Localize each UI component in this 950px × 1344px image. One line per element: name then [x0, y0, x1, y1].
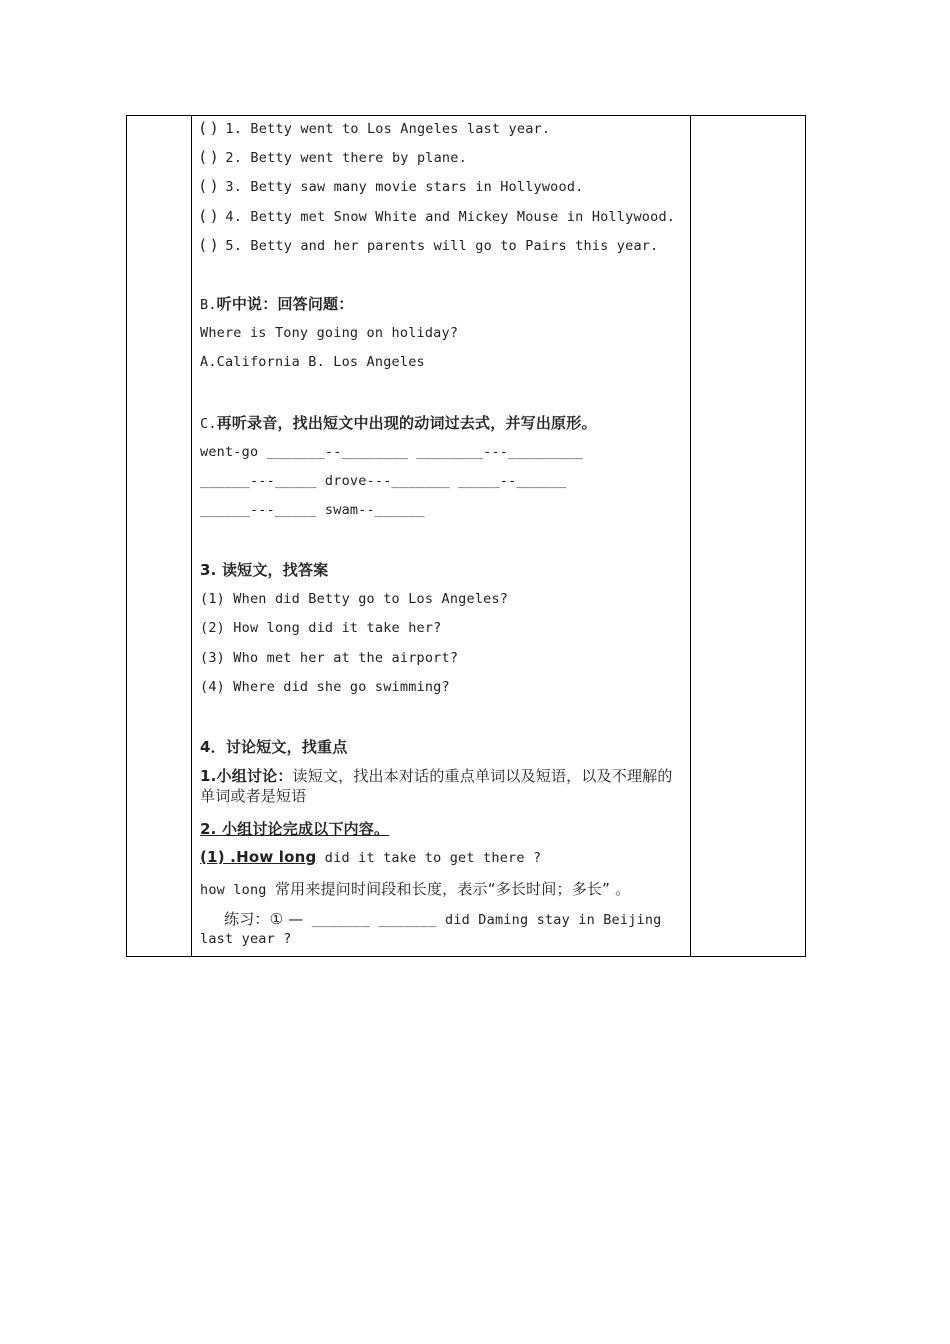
- section-b-options: A.California B. Los Angeles: [200, 354, 425, 370]
- tf-item-1: [200, 119, 550, 137]
- verb-row-1[interactable]: went-go _______--________ ________---_________: [200, 444, 584, 460]
- section-c-prefix: C.: [200, 416, 217, 432]
- reading-question-4: (4) Where did she go swimming?: [200, 679, 450, 695]
- answer-paren[interactable]: ( ): [200, 148, 218, 166]
- answer-paren[interactable]: ( ): [200, 236, 218, 254]
- tf-item-5: [200, 236, 658, 254]
- verb-row-3[interactable]: ______---_____ swam--______: [200, 502, 425, 518]
- practice-label: 练习：① —: [224, 910, 304, 928]
- reading-question-2: (2) How long did it take her?: [200, 620, 442, 636]
- how-long-label: (1) .How long: [200, 848, 317, 866]
- how-long-sentence: did it take to get there ?: [316, 850, 542, 866]
- section-c-heading: [200, 412, 597, 433]
- how-long-item: [200, 848, 541, 866]
- answer-paren[interactable]: ( ): [200, 119, 218, 137]
- tf-item-3: [200, 177, 584, 195]
- how-long-note-cn: 常用来提问时间段和长度，表示“多长时间；多长” 。: [274, 880, 631, 898]
- section-b-heading: [200, 293, 353, 314]
- tf-text: 4. Betty met Snow White and Mickey Mouse in Hollywood.: [225, 209, 676, 225]
- tf-text: 2. Betty went there by plane.: [225, 150, 467, 166]
- group-discussion-2: 2. 小组讨论完成以下内容。: [200, 820, 390, 838]
- section-3-heading: 3. 读短文，找答案: [200, 561, 329, 579]
- group-discussion-text: 读短文，找出本对话的重点单词以及短语，以及不理解的单词或者是短语: [200, 767, 673, 805]
- tf-text: 3. Betty saw many movie stars in Hollywood.: [225, 179, 584, 195]
- how-long-note: [200, 878, 630, 899]
- reading-question-3: (3) Who met her at the airport?: [200, 650, 459, 666]
- section-b-title: 听中说：回答问题：: [216, 295, 354, 313]
- group-discussion-1: [200, 767, 686, 807]
- practice-item[interactable]: [200, 910, 686, 949]
- section-c-title: 再听录音，找出短文中出现的动词过去式，并写出原形。: [216, 414, 597, 432]
- section-b-prefix: B.: [200, 297, 217, 313]
- tf-item-4: [200, 207, 675, 225]
- reading-question-1: (1) When did Betty go to Los Angeles?: [200, 591, 509, 607]
- answer-paren[interactable]: ( ): [200, 207, 218, 225]
- how-long-note-en: how long: [200, 882, 275, 898]
- worksheet-table: [126, 115, 806, 957]
- tf-text: 5. Betty and her parents will go to Pairs this year.: [225, 238, 659, 254]
- verb-row-2[interactable]: ______---_____ drove---_______ _____--______: [200, 473, 567, 489]
- section-b-question: Where is Tony going on holiday?: [200, 325, 459, 341]
- section-4-heading: 4．讨论短文，找重点: [200, 738, 348, 756]
- tf-item-2: [200, 148, 467, 166]
- group-discussion-label: 1.小组讨论：: [200, 767, 293, 785]
- answer-paren[interactable]: ( ): [200, 177, 218, 195]
- right-column: [690, 116, 805, 956]
- practice-text[interactable]: _______ _______ did Daming stay in Beijing last year ?: [200, 912, 662, 947]
- tf-text: 1. Betty went to Los Angeles last year.: [225, 121, 551, 137]
- left-column: [127, 116, 192, 956]
